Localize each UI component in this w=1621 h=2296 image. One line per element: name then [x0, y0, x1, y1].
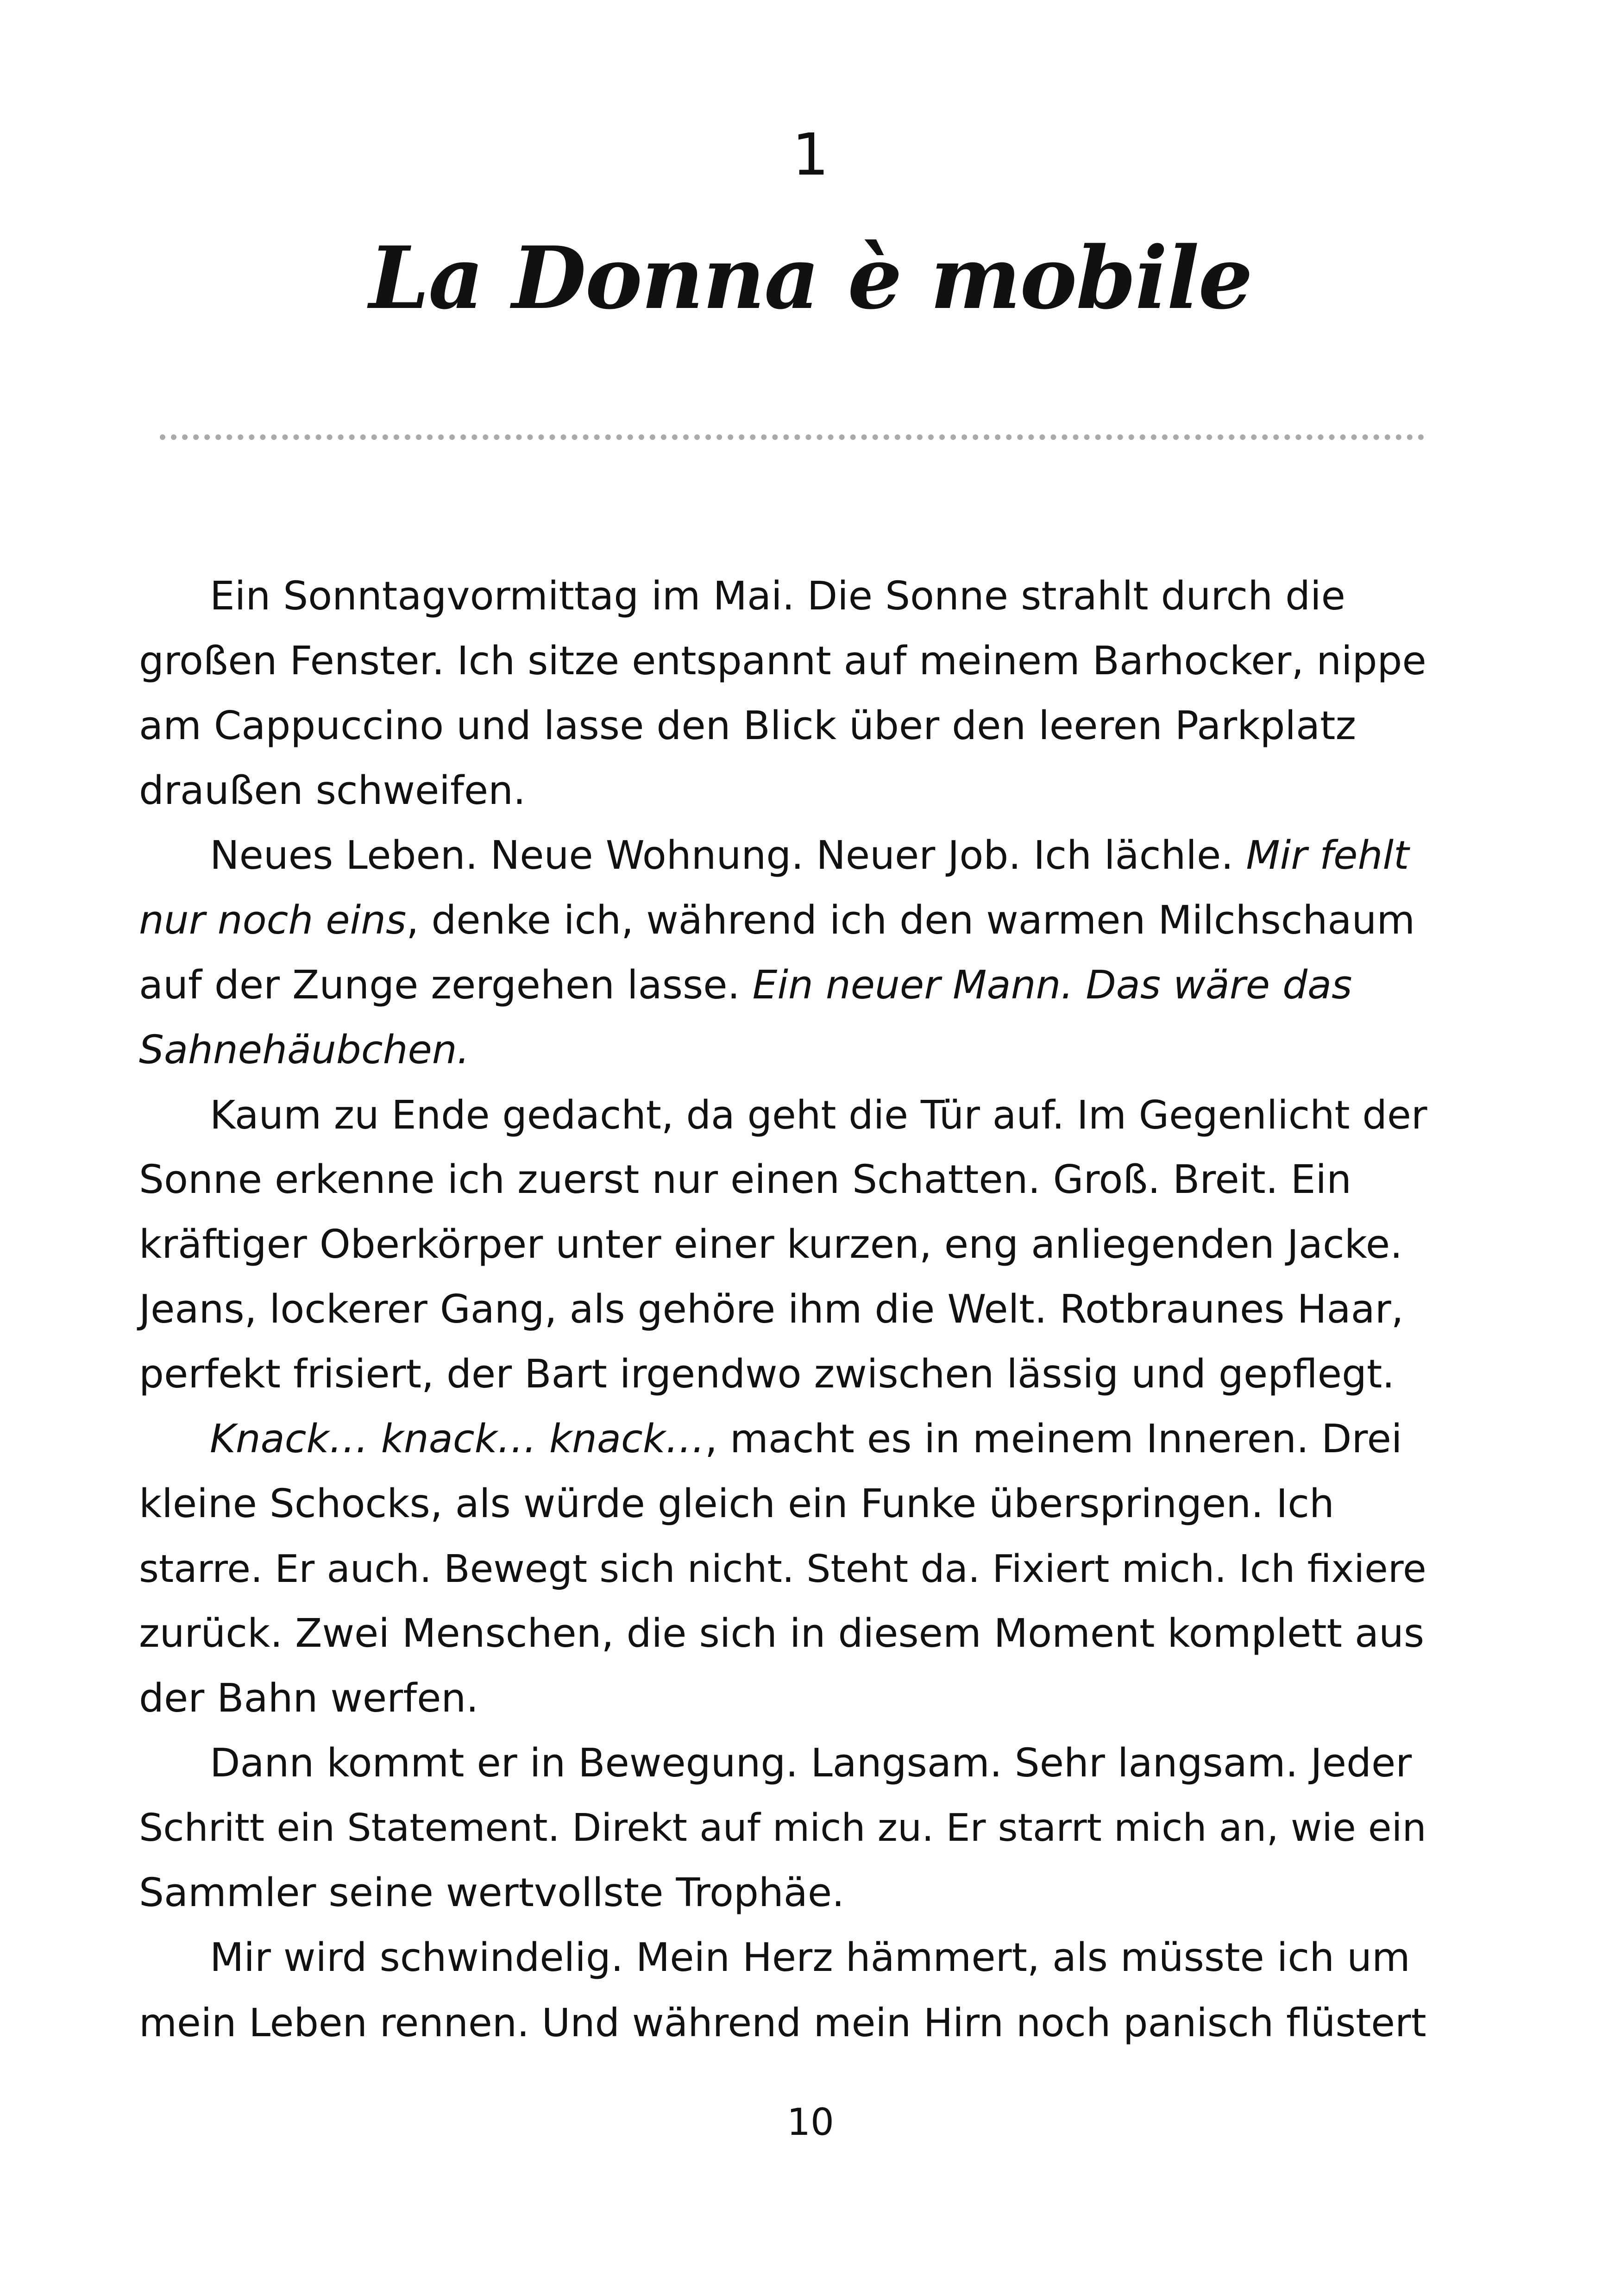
text-span: Ein Sonntagvormittag im Mai. Die Sonne strahlt durch die	[210, 573, 1345, 619]
text-line	[139, 759, 1426, 823]
text-span: auf der Zunge zergehen lasse.	[139, 962, 753, 1008]
text-line	[139, 1990, 1426, 2055]
text-line	[139, 1018, 1426, 1083]
text-line	[139, 1083, 1426, 1148]
text-line	[139, 1407, 1426, 1472]
text-span: starre. Er auch. Bewegt sich nicht. Steht da. Fixiert mich. Ich fixiere	[139, 1547, 1426, 1591]
text-line	[139, 1666, 1426, 1731]
text-line	[139, 953, 1426, 1018]
text-span: zurück. Zwei Menschen, die sich in diesem Moment komplett aus	[139, 1611, 1425, 1656]
italic-span: nur noch eins	[139, 897, 407, 943]
text-line	[139, 1148, 1426, 1212]
text-span: der Bahn werfen.	[139, 1675, 479, 1721]
text-span: Schritt ein Statement. Direkt auf mich zu. Er starrt mich an, wie ein	[139, 1806, 1426, 1850]
text-line	[139, 1731, 1426, 1796]
text-span: kleine Schocks, als würde gleich ein Funke überspringen. Ich	[139, 1481, 1334, 1527]
text-span: Sonne erkenne ich zuerst nur einen Schatten. Groß. Breit. Ein	[139, 1157, 1351, 1203]
text-span: perfekt frisiert, der Bart irgendwo zwischen lässig und gepflegt.	[139, 1351, 1395, 1397]
italic-span: Knack… knack… knack…	[210, 1416, 705, 1462]
text-line	[139, 629, 1426, 694]
italic-span: Mir fehlt	[1246, 833, 1409, 878]
text-span: Sammler seine wertvollste Trophäe.	[139, 1870, 845, 1916]
text-line	[139, 1342, 1426, 1407]
chapter-title: La Donna è mobile	[369, 227, 1252, 328]
chapter-number: 1	[792, 121, 829, 188]
text-span: großen Fenster. Ich sitze entspannt auf meinem Barhocker, nippe	[139, 638, 1426, 684]
text-line	[139, 1796, 1426, 1861]
text-line	[139, 1472, 1426, 1537]
text-span: am Cappuccino und lasse den Blick über den leeren Parkplatz	[139, 703, 1357, 749]
text-span: kräftiger Oberkörper unter einer kurzen, eng anliegenden Jacke.	[139, 1222, 1403, 1267]
italic-span: Ein neuer Mann. Das wäre das	[752, 962, 1352, 1008]
text-span: , denke ich, während ich den warmen Milchschaum	[406, 897, 1415, 943]
text-span: draußen schweifen.	[139, 768, 526, 814]
text-span: mein Leben rennen. Und während mein Hirn noch panisch flüstert	[139, 2000, 1426, 2045]
text-line	[139, 1537, 1426, 1601]
text-line	[139, 1926, 1426, 1990]
text-line	[139, 888, 1426, 953]
text-span: Jeans, lockerer Gang, als gehöre ihm die Welt. Rotbraunes Haar,	[139, 1286, 1404, 1332]
text-line	[139, 1277, 1426, 1342]
dotted-divider	[160, 434, 1424, 440]
text-span: Dann kommt er in Bewegung. Langsam. Sehr langsam. Jeder	[210, 1740, 1412, 1786]
text-line	[139, 1601, 1426, 1666]
page-number: 10	[787, 2101, 834, 2144]
text-span: , macht es in meinem Inneren. Drei	[704, 1416, 1402, 1462]
italic-span: Sahnehäubchen.	[139, 1027, 470, 1073]
body-text	[139, 564, 1426, 2055]
text-line	[139, 823, 1426, 888]
text-line	[139, 564, 1426, 629]
text-span: Kaum zu Ende gedacht, da geht die Tür auf. Im Gegenlicht der	[210, 1092, 1427, 1138]
text-line	[139, 694, 1426, 759]
text-line	[139, 1212, 1426, 1277]
text-span: Mir wird schwindelig. Mein Herz hämmert, als müsste ich um	[210, 1935, 1410, 1981]
text-line	[139, 1861, 1426, 1926]
text-span: Neues Leben. Neue Wohnung. Neuer Job. Ich lächle.	[210, 833, 1246, 878]
